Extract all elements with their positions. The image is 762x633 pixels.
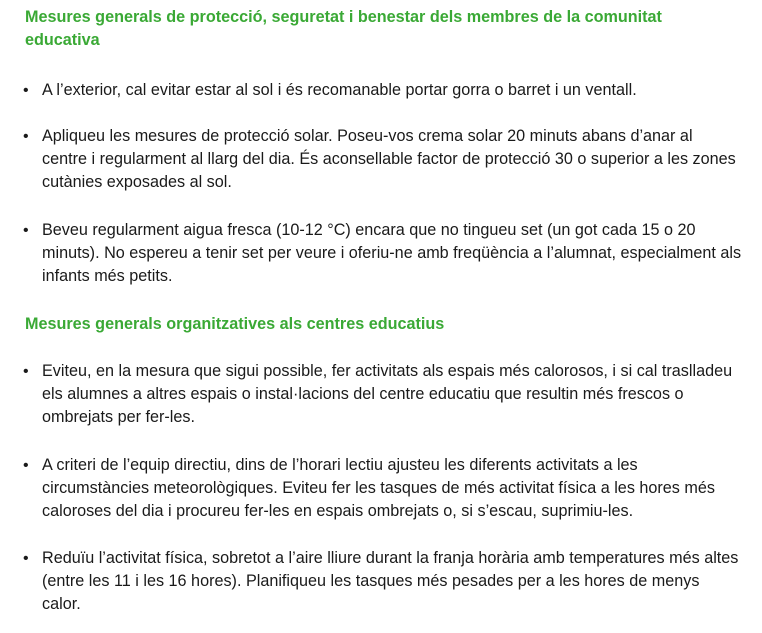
bullet-icon: • <box>23 363 29 380</box>
list-item-text: Beveu regularment aigua fresca (10-12 °C) encara que no tingueu set (un got cada 15 o 20 minuts). No espereu a tenir set per veure i oferiu-ne amb freqüència a l’alumnat, especialment als infants més petits. <box>42 221 742 285</box>
list-item-text: Eviteu, en la mesura que sigui possible, fer activitats als espais més calorosos, i si cal traslladeu els alumnes a altres espais o instal·lacions del centre educatiu que resultin més frescos o ombrejats per fer-les. <box>42 362 733 426</box>
list-item-text: A l’exterior, cal evitar estar al sol i és recomanable portar gorra o barret i un ventall. <box>42 81 637 99</box>
bullet-icon: • <box>23 457 29 474</box>
section-heading-organizational: Mesures generals organitzatives als centres educatius <box>25 315 445 333</box>
section-heading-protection: Mesures generals de protecció, seguretat i benestar dels membres de la comunitat educativa <box>25 8 662 49</box>
list-item-text: A criteri de l’equip directiu, dins de l’horari lectiu ajusteu les diferents activitats a les circumstàncies meteorològiques. Eviteu fer les tasques de més activitat física a les hores més caloroses del dia i procureu fer-les en espais ombrejats o, si s’escau, suprimiu-les. <box>42 456 715 520</box>
bullet-icon: • <box>23 128 29 145</box>
bullet-icon: • <box>23 222 29 239</box>
list-item-text: Reduïu l’activitat física, sobretot a l’aire lliure durant la franja horària amb temperatures més altes (entre les 11 i les 16 hores). Planifiqueu les tasques més pesades per a les hores de menys calor. <box>42 549 739 613</box>
list-item-text: Apliqueu les mesures de protecció solar. Poseu-vos crema solar 20 minuts abans d’anar al centre i regularment al llarg del dia. És aconsellable factor de protecció 30 o superior a les zones cutànies exposades al sol. <box>42 127 736 191</box>
bullet-icon: • <box>23 82 29 99</box>
bullet-icon: • <box>23 550 29 567</box>
